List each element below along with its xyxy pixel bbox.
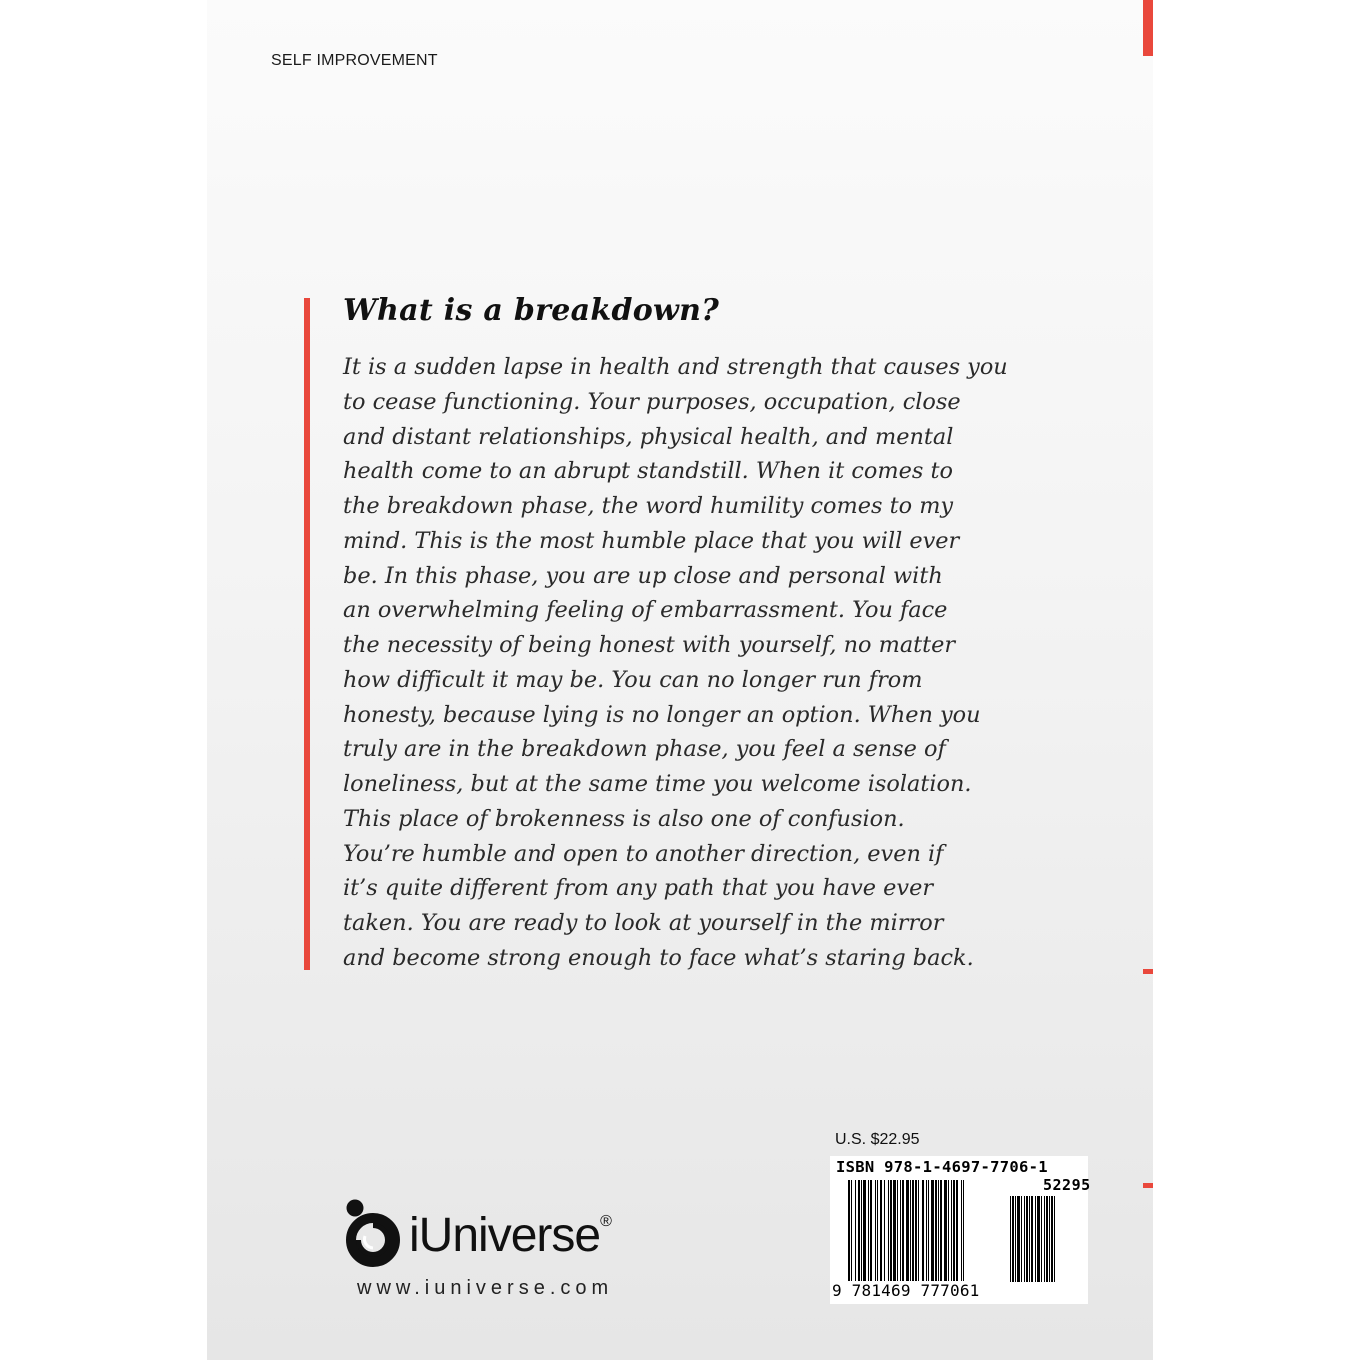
blurb-line: mind. This is the most humble place that you will ever bbox=[343, 527, 960, 554]
price-code: 52295 bbox=[1043, 1176, 1091, 1194]
barcode-bar bbox=[893, 1180, 896, 1282]
barcode-bar bbox=[1054, 1196, 1055, 1282]
blurb-line: an overwhelming feeling of embarrassment. You face bbox=[343, 597, 948, 624]
barcode-bar bbox=[963, 1180, 964, 1282]
blurb-line: This place of brokenness is also one of confusion. bbox=[343, 805, 905, 832]
ean-digits: 9 781469 777061 bbox=[832, 1281, 980, 1300]
barcode-bar bbox=[868, 1180, 869, 1282]
blurb-text bbox=[343, 350, 1043, 976]
blurb-line: honesty, because lying is no longer an option. When you bbox=[343, 701, 981, 728]
spine-tick-bottom bbox=[1143, 1183, 1153, 1188]
blurb-line: and become strong enough to face what’s staring back. bbox=[343, 944, 974, 971]
barcode-bar bbox=[880, 1180, 882, 1282]
barcode-bar bbox=[1017, 1196, 1020, 1282]
barcode-bar bbox=[1046, 1196, 1048, 1282]
blurb-line: the necessity of being honest with yourself, no matter bbox=[343, 632, 956, 658]
barcode-bar bbox=[961, 1180, 962, 1282]
barcode-bar bbox=[931, 1180, 934, 1282]
isbn-barcode bbox=[830, 1156, 1091, 1304]
barcode-bar bbox=[922, 1180, 924, 1282]
blurb-line: and distant relationships, physical health, and mental bbox=[343, 423, 954, 450]
barcode-bar bbox=[851, 1180, 852, 1282]
barcode-bar bbox=[861, 1180, 862, 1282]
barcode-bar bbox=[915, 1180, 917, 1282]
barcode-bar bbox=[1029, 1196, 1030, 1282]
barcode-bar bbox=[944, 1180, 947, 1282]
barcode-bar bbox=[1024, 1196, 1025, 1282]
barcode-bar bbox=[855, 1180, 856, 1282]
barcode-bar bbox=[948, 1180, 949, 1282]
blurb-line: the breakdown phase, the word humility comes to my bbox=[343, 493, 954, 519]
barcode-bar bbox=[953, 1180, 955, 1282]
barcode-bar bbox=[875, 1180, 876, 1282]
spine-tick-middle bbox=[1143, 969, 1153, 974]
blurb-line: You’re humble and open to another direction, even if bbox=[343, 840, 944, 867]
accent-rule bbox=[304, 298, 310, 970]
barcode-bar bbox=[870, 1180, 872, 1282]
barcode-bar bbox=[848, 1180, 850, 1282]
barcode-bar bbox=[918, 1180, 919, 1282]
isbn-number: ISBN 978-1-4697-7706-1 bbox=[836, 1158, 1048, 1176]
iuniverse-logo-icon bbox=[343, 1198, 407, 1274]
barcode-bar bbox=[1021, 1196, 1022, 1282]
blurb-line: to cease functioning. Your purposes, occupation, close bbox=[343, 388, 961, 415]
blurb-line: It is a sudden lapse in health and strength that causes you bbox=[343, 354, 1008, 380]
barcode-bar bbox=[1026, 1196, 1028, 1282]
barcode-bar bbox=[956, 1180, 958, 1282]
blurb-line: health come to an abrupt standstill. When it comes to bbox=[343, 458, 953, 485]
barcode-bar bbox=[940, 1180, 942, 1282]
barcode-bar bbox=[1044, 1196, 1045, 1282]
spine-tick-top bbox=[1143, 0, 1153, 56]
blurb-line: it’s quite different from any path that you have ever bbox=[343, 875, 934, 902]
blurb-line: taken. You are ready to look at yourself in the mirror bbox=[343, 910, 944, 936]
barcode-bar bbox=[1049, 1196, 1050, 1282]
category-label: SELF IMPROVEMENT bbox=[271, 52, 438, 69]
barcode-bar bbox=[912, 1180, 914, 1282]
barcode-bar bbox=[900, 1180, 901, 1282]
barcode-bar bbox=[1041, 1196, 1042, 1282]
barcode-bar bbox=[951, 1180, 952, 1282]
barcode-bar bbox=[1037, 1196, 1040, 1282]
barcode-bar bbox=[897, 1180, 898, 1282]
barcode-bar bbox=[926, 1180, 927, 1282]
barcode-bar bbox=[884, 1180, 885, 1282]
blurb-line: how difficult it may be. You can no longer run from bbox=[343, 666, 923, 693]
price-label: U.S. $22.95 bbox=[835, 1131, 920, 1148]
barcode-bar bbox=[902, 1180, 904, 1282]
barcode-bar bbox=[1031, 1196, 1033, 1282]
barcode-bar bbox=[928, 1180, 929, 1282]
blurb-line: be. In this phase, you are up close and personal with bbox=[343, 562, 943, 589]
publisher-logo bbox=[343, 1198, 643, 1278]
barcode-bar bbox=[1012, 1196, 1014, 1282]
blurb-heading: What is a breakdown? bbox=[343, 293, 720, 328]
barcode-bar bbox=[906, 1180, 909, 1282]
barcode-bar bbox=[1035, 1196, 1036, 1282]
barcode-bar bbox=[890, 1180, 892, 1282]
barcode-bar bbox=[1051, 1196, 1053, 1282]
barcode-bar bbox=[935, 1180, 937, 1282]
publisher-name bbox=[409, 1209, 611, 1262]
barcode-bar bbox=[938, 1180, 939, 1282]
blurb-line: truly are in the breakdown phase, you feel a sense of bbox=[343, 736, 946, 763]
barcode-bar bbox=[1010, 1196, 1011, 1282]
barcode-bar bbox=[910, 1180, 911, 1282]
registered-mark: ® bbox=[600, 1213, 611, 1230]
publisher-website: www.iuniverse.com bbox=[357, 1277, 614, 1299]
barcode-bar bbox=[877, 1180, 878, 1282]
barcode-bar bbox=[1015, 1196, 1016, 1282]
publisher-name-text: iUniverse bbox=[409, 1209, 601, 1262]
barcode-bar bbox=[888, 1180, 889, 1282]
blurb-line: loneliness, but at the same time you welcome isolation. bbox=[343, 771, 972, 797]
barcode-bar bbox=[858, 1180, 860, 1282]
barcode-bar bbox=[863, 1180, 866, 1282]
